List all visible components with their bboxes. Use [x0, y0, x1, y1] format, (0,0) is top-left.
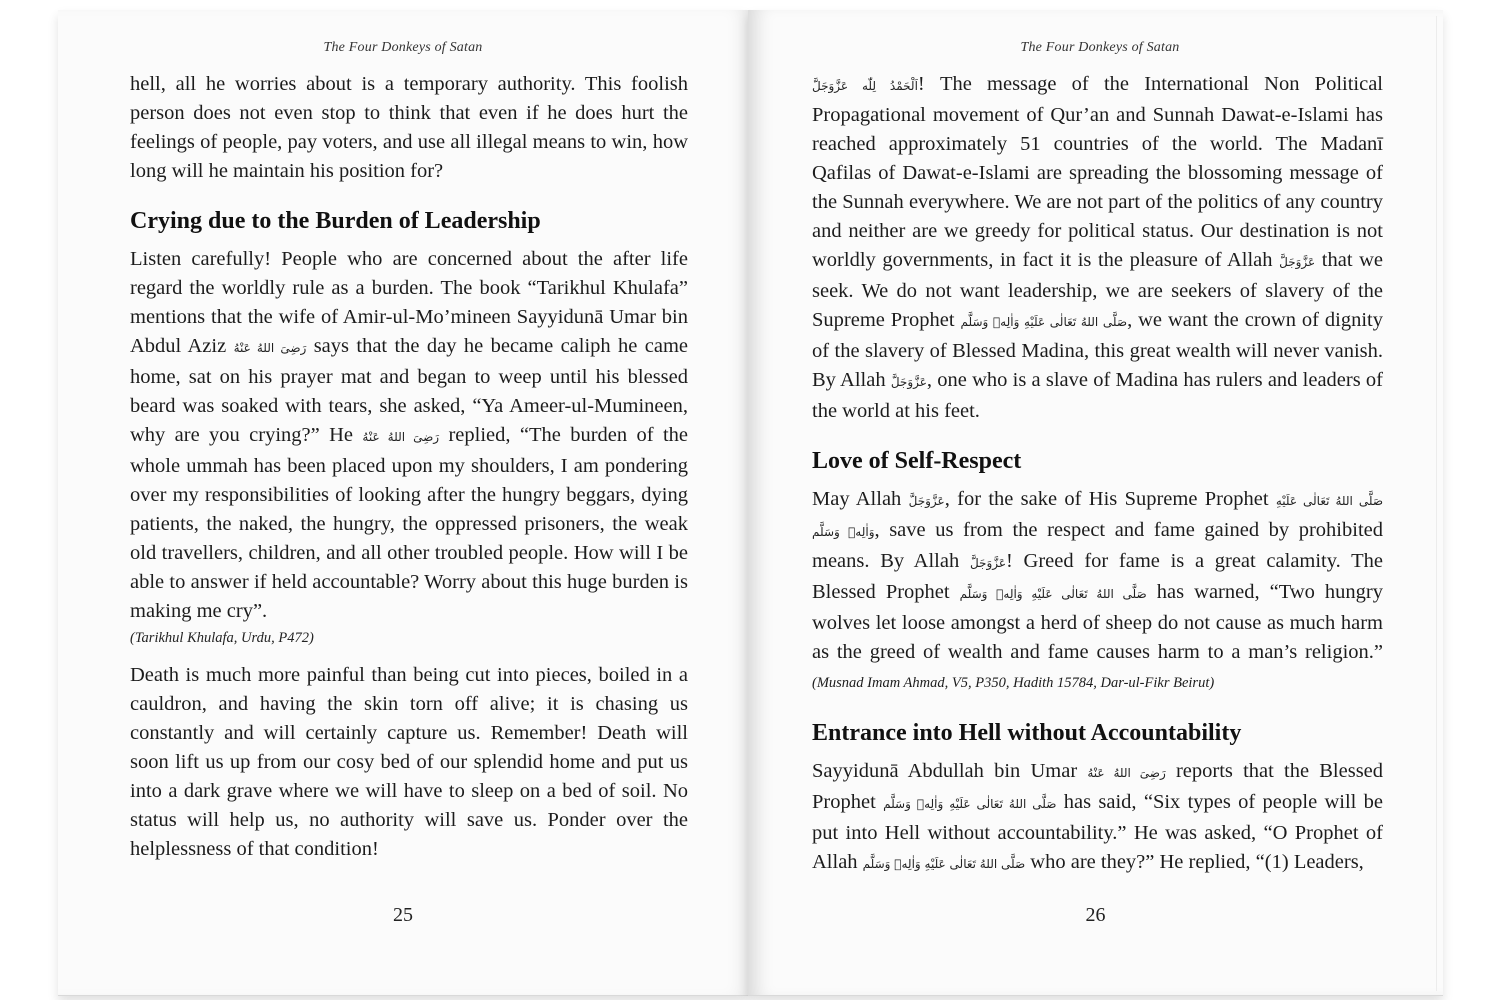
left-paragraph-2 — [130, 245, 688, 626]
right-paragraph-3-part-c: has said, “Six types of people will be put into Hell without accountability.” He was asked, “O Prophet of Allah — [812, 791, 1384, 873]
left-paragraph-2-part-c: replied, “The burden of the whole ummah has been placed upon my shoulders, I am pondering over my responsibilities of looking after the hungry beggars, dying patients, the naked, the hungry, the oppressed prisoners, the weak old travellers, children, and all other troubled people. How will I be able to answer if held accountable? Worry about this huge burden is making me cry”. — [130, 424, 689, 622]
right-page-number: 26 — [1085, 904, 1106, 926]
honorific-azza-wa-jal: عَزَّوَجَلَّ — [890, 375, 927, 389]
honorific-alhamdulillah: اَلْحَمْدُ لِلّٰه عَزَّوَجَلَّ — [812, 79, 918, 93]
honorific-radi-allahu-anhu: رَضِیَ اللهُ عَنْهُ — [362, 430, 440, 444]
heading-crying-burden-leadership: Crying due to the Burden of Leadership — [130, 208, 541, 234]
right-paragraph-2-part-a: May Allah — [812, 488, 902, 510]
honorific-salallahu: صَلَّى اللهُ تَعَالٰى عَلَيْهِ وَاٰلِهٖ وَسَلَّم — [812, 494, 1384, 539]
left-citation: (Tarikhul Khulafa, Urdu, P472) — [130, 630, 314, 646]
honorific-radi-allahu-anhu: رَضِیَ اللهُ عَنْهُ — [1087, 766, 1166, 780]
right-running-head: The Four Donkeys of Satan — [1020, 40, 1180, 55]
heading-entrance-into-hell: Entrance into Hell without Accountability — [812, 720, 1242, 746]
right-paragraph-1-part-d: , one who is a slave of Madina has rulers and leaders of the world at his feet. — [812, 369, 1384, 422]
left-page-body — [110, 70, 696, 864]
right-paragraph-1-part-c: , we want the crown of dignity of the slavery of Blessed Madina, this great wealth will never vanish. By Allah — [812, 309, 1383, 391]
honorific-azza-wa-jal: عَزَّوَجَلَّ — [969, 556, 1007, 570]
right-paragraph-2-part-c: , save us from the respect and fame gained by prohibited means. By Allah — [812, 519, 1383, 572]
left-running-head: The Four Donkeys of Satan — [323, 40, 483, 55]
heading-love-of-self-respect: Love of Self-Respect — [812, 448, 1022, 474]
right-page — [748, 10, 1443, 996]
left-paragraph-1: hell, all he worries about is a temporary authority. This foolish person does not even stop to think that even if he does hurt the feelings of people, pay voters, and use all illegal means to win, how long will he maintain his position for? — [130, 73, 688, 182]
right-paragraph-2-part-d: ! Greed for fame is a great calamity. The Blessed Prophet — [812, 550, 1383, 603]
right-paragraph-1-part-b: that we seek. We do not want leadership, we are seekers of slavery of the Supreme Prophet — [812, 249, 1383, 331]
right-paragraph-3-part-d: who are they?” He replied, “(1) Leaders, — [1030, 851, 1364, 873]
right-paragraph-1-part-a: ! The message of the International Non Political Propagational movement of Qur’an and Sunnah Dawat-e-Islami has reached approximately 51 countries of the world. The Madanī Qafilas of Dawat-e-Islami are spreading the blossoming message of the Sunnah everywhere. We are not part of the politics of any country and neither are we greedy for political status. Our destination is not worldly governments, in fact it is the pleasure of Allah — [812, 73, 1383, 271]
left-paragraph-3: Death is much more painful than being cut into pieces, boiled in a cauldron, and having the skin torn off alive; it is chasing us constantly and will certainly capture us. Remember! Death will soon lift us up from our cosy bed of our splendid home and put us into a dark grave where we will have to sleep on a bed of soil. No status will help us, no authority will save us. Ponder over the helplessness of that condition! — [130, 664, 688, 860]
left-paragraph-2-part-b: says that the day he became caliph he came home, sat on his prayer mat and began to weep until his blessed beard was soaked with tears, she asked, “Ya Ameer-ul-Mumineen, why are you crying?” He — [130, 335, 688, 446]
honorific-salallahu: صَلَّى اللهُ تَعَالٰى عَلَيْهِ وَاٰلِهٖ وَسَلَّم — [960, 315, 1128, 329]
honorific-salallahu: صَلَّى اللهُ تَعَالٰى عَلَيْهِ وَاٰلِهٖ وَسَلَّم — [959, 587, 1147, 601]
honorific-salallahu: صَلَّى اللهُ تَعَالٰى عَلَيْهِ وَاٰلِهٖ وَسَلَّم — [862, 857, 1026, 871]
honorific-radi-allahu-anhu: رَضِیَ اللهُ عَنْهُ — [233, 341, 307, 355]
honorific-azza-wa-jal: عَزَّوَجَلَّ — [908, 494, 945, 508]
honorific-azza-wa-jal: عَزَّوَجَلَّ — [1279, 255, 1316, 269]
right-paragraph-3-part-a: Sayyidunā Abdullah bin Umar — [812, 760, 1078, 782]
right-page-body — [812, 70, 1388, 879]
right-paragraph-3-part-b: reports that the Blessed Prophet — [812, 760, 1384, 813]
left-page — [58, 10, 748, 996]
right-paragraph-2-part-b: , for the sake of His Supreme Prophet — [944, 488, 1269, 510]
right-paragraph-2-part-e: has warned, “Two hungry wolves let loose amongst a herd of sheep do not cause as much harm as the greed of wealth and fame causes harm to a man’s religion.” — [812, 581, 1384, 663]
left-page-number: 25 — [393, 904, 413, 926]
right-paragraph-1 — [812, 70, 1383, 426]
right-paragraph-3 — [812, 757, 1383, 879]
open-book — [58, 0, 1443, 998]
right-citation: (Musnad Imam Ahmad, V5, P350, Hadith 15784, Dar-ul-Fikr Beirut) — [812, 675, 1215, 691]
honorific-salallahu: صَلَّى اللهُ تَعَالٰى عَلَيْهِ وَاٰلِهٖ وَسَلَّم — [883, 797, 1057, 811]
left-paragraph-2-part-a: Listen carefully! People who are concerned about the after life regard the worldly rule as a burden. The book “Tarikhul Khulafa” mentions that the wife of Amir-ul-Mo’mineen Sayyidunā Umar bin Abdul Aziz — [130, 248, 688, 357]
right-paragraph-2 — [812, 485, 1383, 698]
